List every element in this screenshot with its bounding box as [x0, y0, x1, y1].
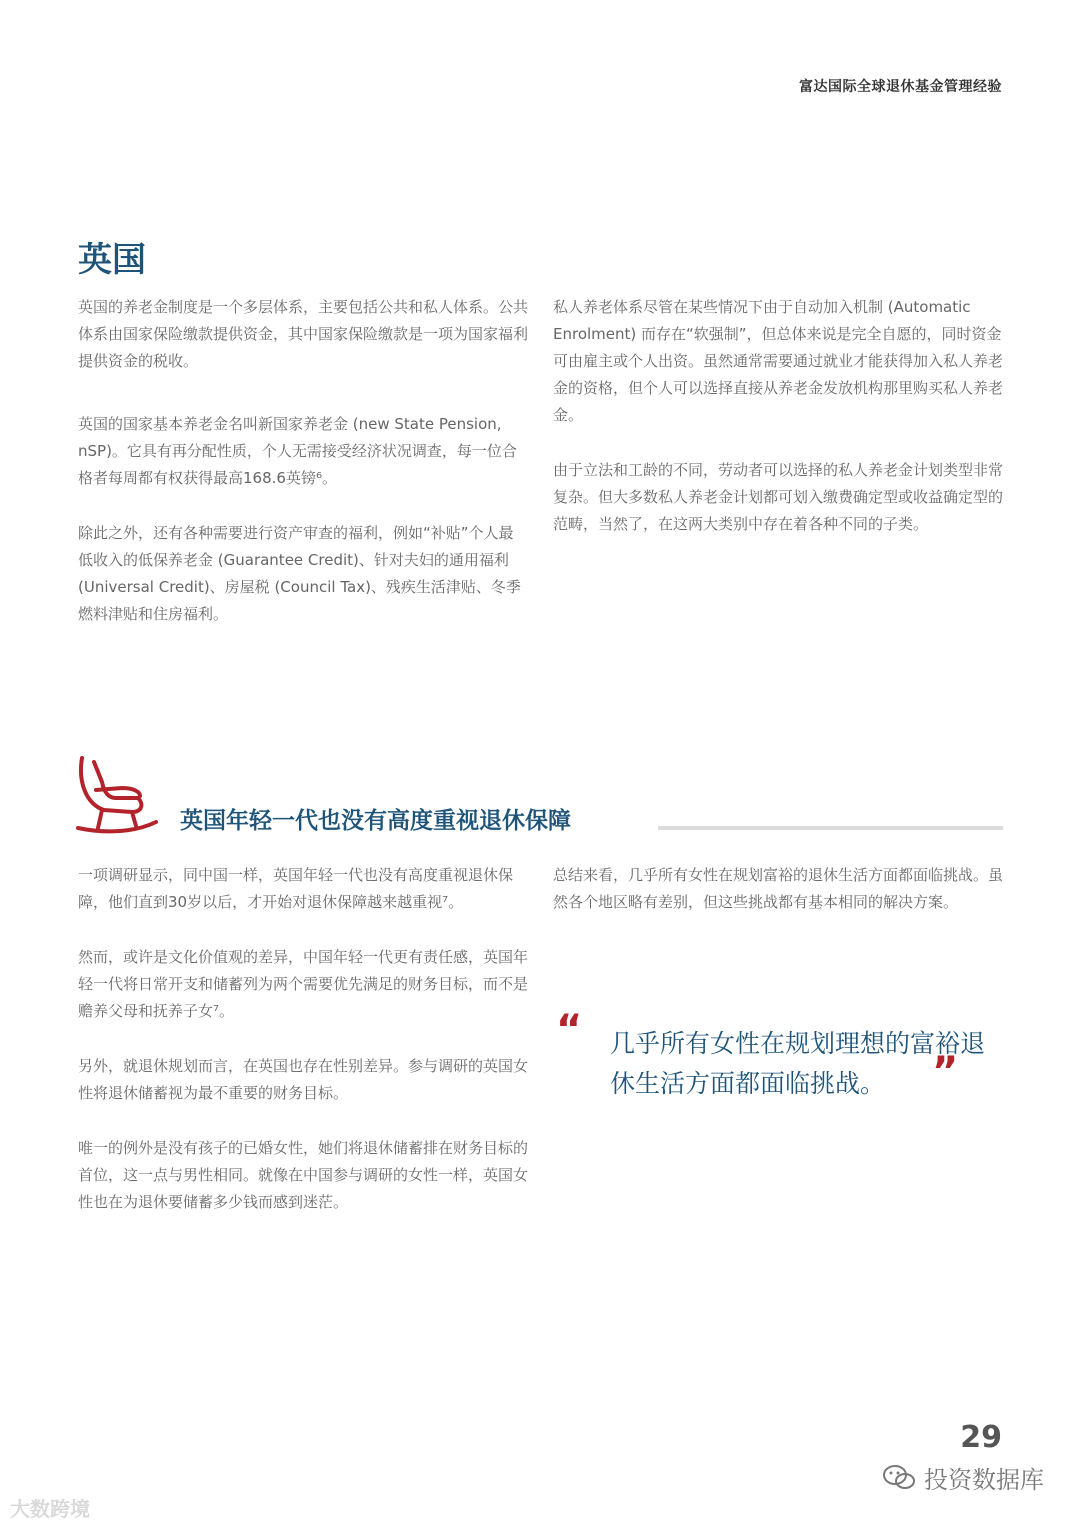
paragraph: 由于立法和工龄的不同，劳动者可以选择的私人养老金计划类型非常复杂。但大多数私人养老金计划都可划入缴费确定型或收益确定型的范畴，当然了，在这两大类别中存在着各种不同的子类。	[553, 461, 1004, 533]
rocking-chair-icon	[76, 752, 158, 834]
quote-open-mark: “	[556, 1007, 583, 1053]
paragraph: 英国的国家基本养老金名叫新国家养老金 (new State Pension, nSP)。它具有再分配性质，个人无需接受经济状况调查，每一位合格者每周都有权获得最高168.6英镑⁶。	[78, 415, 517, 487]
paragraph: 另外，就退休规划而言，在英国也存在性别差异。参与调研的英国女性将退休储蓄视为最不重要的财务目标。	[78, 1057, 529, 1102]
watermark-left: 大数跨境	[10, 1497, 90, 1521]
paragraph: 英国的养老金制度是一个多层体系，主要包括公共和私人体系。公共体系由国家保险缴款提供资金，其中国家保险缴款是一项为国家福利提供资金的税收。	[78, 298, 529, 370]
paragraph: 私人养老体系尽管在某些情况下由于自动加入机制 (Automatic Enrolment) 而存在“软强制”，但总体来说是完全自愿的，同时资金可由雇主或个人出资。虽然通常需要通过就业才能获得加入私人养老金的资格，但个人可以选择直接从养老金发放机构那里购买私人养老金。	[553, 298, 1004, 424]
section2-right-column	[553, 862, 1003, 944]
header-title: 富达国际全球退休基金管理经验	[799, 79, 1002, 95]
watermark-right	[882, 1460, 1044, 1495]
paragraph: 一项调研显示，同中国一样，英国年轻一代也没有高度重视退休保障，他们直到30岁以后，才开始对退休保障越来越重视⁷。	[78, 866, 514, 911]
heading-divider	[658, 826, 1003, 830]
paragraph: 唯一的例外是没有孩子的已婚女性，她们将退休储蓄排在财务目标的首位，这一点与男性相同。就像在中国参与调研的女性一样，英国女性也在为退休要储蓄多少钱而感到迷茫。	[78, 1139, 529, 1211]
section-heading-young-generation: 英国年轻一代也没有高度重视退休保障	[180, 808, 571, 834]
section2-left-column	[78, 862, 528, 1244]
watermark-right-text: 投资数据库	[924, 1466, 1044, 1494]
quote-close-mark: ”	[932, 1049, 959, 1095]
paragraph: 总结来看，几乎所有女性在规划富裕的退休生活方面都面临挑战。虽然各个地区略有差别，但这些挑战都有基本相同的解决方案。	[553, 866, 1004, 911]
section1-right-column	[553, 294, 1003, 566]
wechat-icon	[882, 1464, 916, 1492]
paragraph: 除此之外，还有各种需要进行资产审查的福利，例如“补贴”个人最低收入的低保养老金 (Guarantee Credit)、针对夫妇的通用福利 (Universal Credit)、房屋税 (Council Tax)、残疾生活津贴、冬季燃料津贴和住房福利。	[78, 524, 521, 623]
section1-left-column	[78, 294, 528, 656]
page-number: 29	[960, 1420, 1002, 1455]
section-heading-uk: 英国	[78, 240, 146, 280]
paragraph: 然而，或许是文化价值观的差异，中国年轻一代更有责任感，英国年轻一代将日常开支和储蓄列为两个需要优先满足的财务目标，而不是赡养父母和抚养子女⁷。	[78, 948, 529, 1020]
pull-quote: 几乎所有女性在规划理想的富裕退休生活方面都面临挑战。	[610, 1029, 986, 1098]
